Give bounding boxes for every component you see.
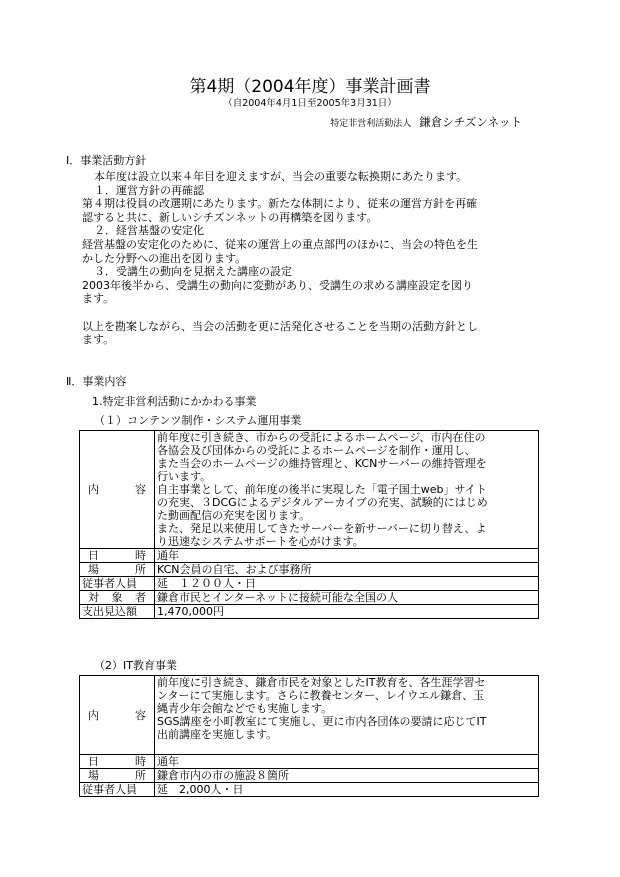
table-row	[80, 783, 539, 797]
section-1-intro: 本年度は設立以来４年目を迎えますが、当会の重要な転換期にあたります。	[94, 170, 468, 183]
section-1-body	[82, 170, 528, 347]
organization-type: 特定非営利活動法人	[330, 119, 412, 129]
policy-item-1-title: １．運営方針の再確認	[94, 183, 204, 197]
section-2-heading: Ⅱ．事業内容	[66, 375, 127, 388]
table-value: 1,470,000円	[155, 605, 539, 619]
section-1-closing-line-2: ます。	[82, 333, 115, 347]
table-value: 延 １２００人・日	[155, 577, 539, 591]
section-1-closing-line-1: 以上を勘案しながら、当会の活動を更に活発化させることを当期の活動方針とし	[82, 319, 478, 333]
fiscal-period: （自2004年4月1日至2005年3月31日）	[223, 98, 397, 109]
table-label: 内 容	[80, 676, 155, 755]
project-1-content: 前年度に引き続き、市からの受託によるホームページ、市内在住の 各協会及び団体からの受託によるホームページを制作・運用し、 また当会のホームページの維持管理と、KCNサーバーの維持管理を 行います。 自主事業として、前年度の後半に実現した「電子国土web」サイト の充実、３DCGによるデジタルアーカイブの充実、試験的にはじめ た動画配信の充実を図ります。 また、発足以来使用してきたサーバーを新サーバーに切り替え、よ り迅速なシステムサポートを心がけます。	[155, 431, 539, 549]
table-value: 通年	[155, 549, 539, 563]
table-label: 日 時	[80, 549, 155, 563]
policy-item-2-line-2: かした分野への進出を図ります。	[82, 251, 247, 265]
table-row	[80, 577, 539, 591]
table-value: 鎌倉市民とインターネットに接続可能な全国の人	[155, 591, 539, 605]
section-2-subheading: 1.特定非営利活動にかかわる事業	[92, 395, 257, 408]
table-label: 支出見込額	[80, 605, 155, 619]
organization	[330, 114, 522, 130]
table-row	[80, 591, 539, 605]
project-2-content: 前年度に引き続き、鎌倉市民を対象としたIT教育を、各生涯学習セ ンターにて実施します。さらに教養センター、レイウエル鎌倉、玉 縄青少年会館などでも実施します。 SGS講座を小町教室にて実施し、更に市内各団体の要請に応じてIT 出前講座を実施します。	[155, 676, 539, 755]
table-label: 場 所	[80, 563, 155, 577]
project-2-table	[79, 675, 539, 797]
policy-item-2-title: ２．経営基盤の安定化	[94, 224, 204, 238]
table-value: KCN会員の自宅、および事務所	[155, 563, 539, 577]
table-label: 日 時	[80, 755, 155, 769]
organization-name: 鎌倉シチズンネット	[419, 115, 522, 129]
table-row	[80, 769, 539, 783]
table-label: 内 容	[80, 431, 155, 549]
table-row	[80, 676, 539, 755]
table-value: 延 2,000人・日	[155, 783, 539, 797]
table-label: 場 所	[80, 769, 155, 783]
table-row	[80, 605, 539, 619]
policy-item-3-line-1: 2003年後半から、受講生の動向に変動があり、受講生の求める講座設定を図り	[82, 278, 473, 292]
table-label: 従事者人員	[80, 783, 155, 797]
table-row	[80, 549, 539, 563]
table-label: 対 象 者	[80, 591, 155, 605]
policy-item-2-line-1: 経営基盤の安定化のために、従来の運営上の重点部門のほかに、当会の特色を生	[82, 237, 478, 251]
policy-item-3-line-2: ます。	[82, 292, 115, 306]
policy-item-3-title: ３．受講生の動向を見据えた講座の設定	[94, 265, 292, 279]
table-value: 通年	[155, 755, 539, 769]
project-1-title: （１）コンテンツ制作・システム運用事業	[94, 414, 302, 427]
table-label: 従事者人員	[80, 577, 155, 591]
table-row	[80, 563, 539, 577]
document-title: 第4期（2004年度）事業計画書	[189, 77, 431, 97]
table-row	[80, 431, 539, 549]
table-row	[80, 755, 539, 769]
project-2-title: （2）IT教育事業	[94, 659, 177, 672]
section-1-heading: Ⅰ．事業活動方針	[66, 154, 147, 167]
project-1-table	[79, 430, 539, 619]
policy-item-1-line-2: 認すると共に、新しいシチズンネットの再構築を図ります。	[82, 210, 378, 224]
policy-item-1-line-1: 第４期は役員の改選期にあたります。新たな体制により、従来の運営方針を再確	[82, 197, 478, 211]
table-value: 鎌倉市内の市の施設８箇所	[155, 769, 539, 783]
